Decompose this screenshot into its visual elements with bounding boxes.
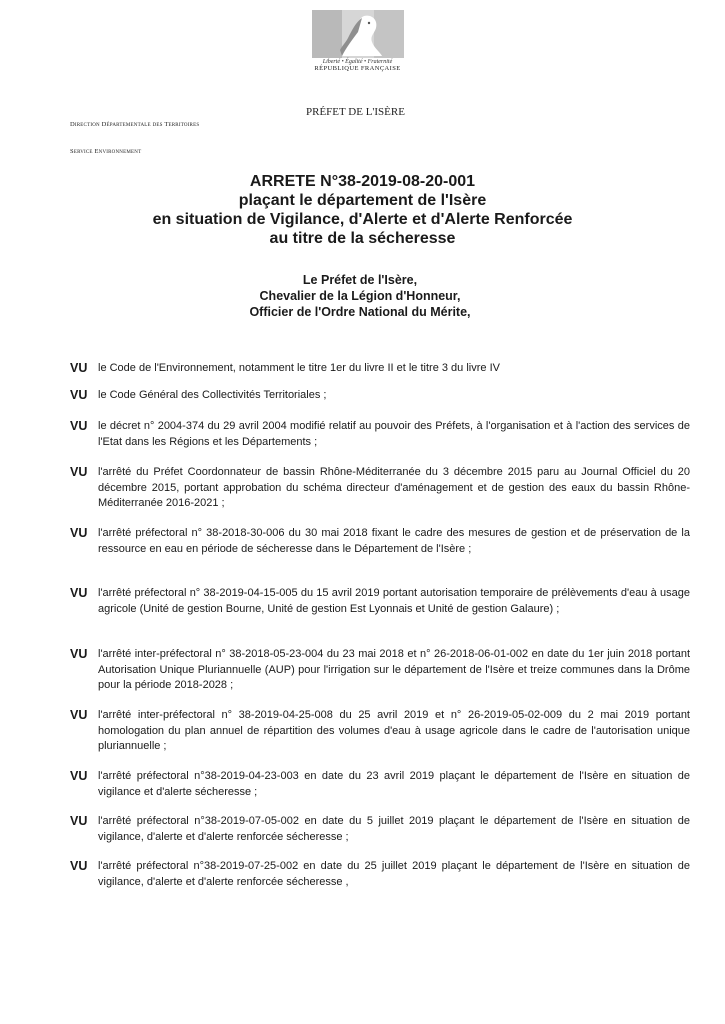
consideration-text: l'arrêté du Préfet Coordonnateur de bassin Rhône-Méditerranée du 3 décembre 2015 paru au Journal Officiel du 20 décembre 2015, portant approbation du schéma directeur d'aménagement et de gestion des eaux du bassin Rhône-Méditerranée 2016-2021 ; — [98, 466, 690, 509]
consideration-text: l'arrêté préfectoral n°38-2019-07-05-002 en date du 5 juillet 2019 plaçant le département de l'Isère en situation de vigilance, d'alerte et d'alerte renforcée sécheresse ; — [98, 815, 690, 843]
consideration-text: le décret n° 2004-374 du 29 avril 2004 modifié relatif au pouvoir des Préfets, à l'organisation et à l'action des services de l'Etat dans les Régions et les Départements ; — [98, 420, 690, 448]
decree-subject-line: au titre de la sécheresse — [269, 230, 456, 247]
consideration-item — [70, 526, 690, 557]
decree-heading — [60, 172, 665, 248]
consideration-item — [70, 465, 690, 512]
consideration-text: l'arrêté préfectoral n° 38-2018-30-006 du 30 mai 2018 fixant le cadre des mesures de gestion et de préservation de la ressource en eau en période de sécheresse dans le Département de l'Isère ; — [98, 527, 690, 555]
consideration-item — [70, 419, 690, 450]
vu-keyword: VU — [70, 859, 88, 873]
consideration-text: l'arrêté inter-préfectoral n° 38-2019-04-25-008 du 25 avril 2019 et n° 26-2019-05-02-009 du 2 mai 2019 portant homologation du plan annuel de répartition des volumes d'eau à usage agricole dans le cadre de l'autorisation unique pluriannuelle ; — [98, 709, 690, 752]
vu-keyword: VU — [70, 586, 88, 600]
prefect-titles — [140, 272, 580, 320]
vu-keyword: VU — [70, 814, 88, 828]
vu-keyword: VU — [70, 361, 88, 375]
consideration-text: l'arrêté préfectoral n° 38-2019-04-15-005 du 15 avril 2019 portant autorisation temporaire de prélèvements d'eau à usage agricole (Unité de gestion Bourne, Unité de gestion Est Lyonnais et Unité de gestion Galaure) ; — [98, 587, 690, 615]
consideration-item — [70, 647, 690, 694]
consideration-item — [70, 708, 690, 755]
vu-keyword: VU — [70, 769, 88, 783]
consideration-text: le Code Général des Collectivités Territoriales ; — [98, 389, 327, 401]
marianne-emblem-icon — [312, 10, 404, 58]
vu-keyword: VU — [70, 465, 88, 479]
decree-subject-line: en situation de Vigilance, d'Alerte et d'Alerte Renforcée — [152, 211, 573, 228]
prefect-title-line: Le Préfet de l'Isère, — [302, 273, 418, 287]
prefect-title-line: Chevalier de la Légion d'Honneur, — [259, 289, 461, 303]
consideration-item — [70, 388, 690, 404]
service-label: Service Environnement — [70, 148, 142, 155]
prefect-title-line: Officier de l'Ordre National du Mérite, — [249, 305, 471, 319]
vu-keyword: VU — [70, 388, 88, 402]
vu-keyword: VU — [70, 526, 88, 540]
decree-number: ARRETE N°38-2019-08-20-001 — [249, 173, 476, 190]
republic-motto: Liberté • Égalité • Fraternité — [322, 59, 393, 65]
marianne-logo — [300, 10, 415, 86]
consideration-text: l'arrêté préfectoral n°38-2019-07-25-002 en date du 25 juillet 2019 plaçant le département de l'Isère en situation de vigilance, d'alerte et d'alerte renforcée sécheresse , — [98, 860, 690, 888]
decree-subject-line: plaçant le département de l'Isère — [238, 192, 487, 209]
prefecture-title: PRÉFET DE L'ISÈRE — [306, 106, 405, 118]
consideration-text: l'arrêté inter-préfectoral n° 38-2018-05-23-004 du 23 mai 2018 et n° 26-2018-06-01-002 en date du 1er juin 2018 portant Autorisation Unique Pluriannuelle (AUP) pour l'irrigation sur le département de l'Isère et treize communes dans la Drôme pour la période 2018-2028 ; — [98, 648, 690, 691]
direction-label: Direction Départementale des Territoires — [70, 121, 200, 128]
consideration-item — [70, 361, 690, 377]
vu-keyword: VU — [70, 647, 88, 661]
consideration-item — [70, 814, 690, 845]
republique-francaise-label: RÉPUBLIQUE FRANÇAISE — [314, 65, 401, 72]
vu-keyword: VU — [70, 419, 88, 433]
consideration-item — [70, 769, 690, 800]
consideration-item — [70, 859, 690, 890]
consideration-text: l'arrêté préfectoral n°38-2019-04-23-003 en date du 23 avril 2019 plaçant le département de l'Isère en situation de vigilance et d'alerte sécheresse ; — [98, 770, 690, 798]
consideration-item — [70, 586, 690, 617]
vu-keyword: VU — [70, 708, 88, 722]
consideration-text: le Code de l'Environnement, notamment le titre 1er du livre II et le titre 3 du livre IV — [98, 362, 500, 374]
